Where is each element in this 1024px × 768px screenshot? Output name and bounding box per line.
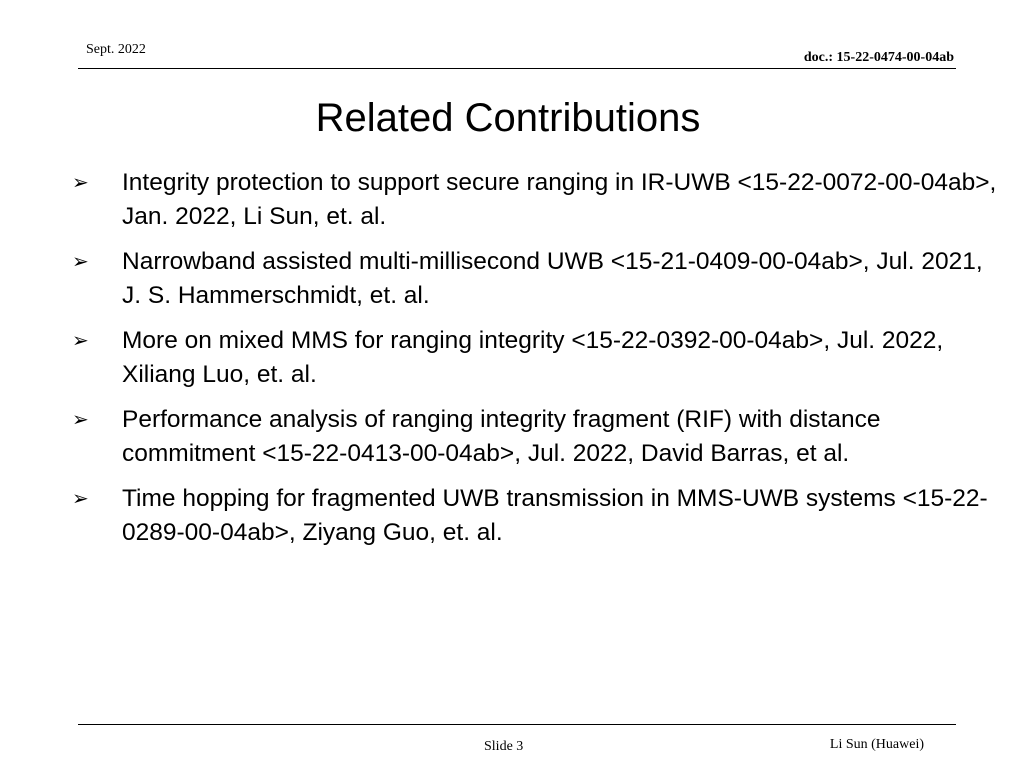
bullet-text: Performance analysis of ranging integrity fragment (RIF) with distance commitment <15-22-0413-00-04ab>, Jul. 2022, David Barras, et al.: [122, 406, 881, 467]
bullet-item: [72, 403, 1002, 471]
slide-title: Related Contributions: [315, 96, 701, 140]
bullet-text: Integrity protection to support secure ranging in IR-UWB <15-22-0072-00-04ab>, Jan. 2022, Li Sun, et. al.: [122, 169, 997, 230]
bullet-item: [72, 324, 1002, 392]
footer-divider: [78, 724, 956, 725]
header-divider: [78, 68, 956, 69]
bullet-text: Narrowband assisted multi-millisecond UWB <15-21-0409-00-04ab>, Jul. 2021, J. S. Hammerschmidt, et. al.: [122, 248, 983, 309]
arrow-bullet-icon: ➢: [72, 172, 89, 194]
bullet-item: [72, 166, 1002, 234]
arrow-bullet-icon: ➢: [72, 330, 89, 352]
header-date: Sept. 2022: [86, 42, 146, 57]
bullet-item: [72, 482, 1002, 550]
arrow-bullet-icon: ➢: [72, 488, 89, 510]
slide-number: Slide 3: [484, 739, 524, 754]
bullet-text: More on mixed MMS for ranging integrity <15-22-0392-00-04ab>, Jul. 2022, Xiliang Luo, et. al.: [122, 327, 944, 388]
bullet-item: [72, 245, 1002, 313]
arrow-bullet-icon: ➢: [72, 251, 89, 273]
header-doc-id: doc.: 15-22-0474-00-04ab: [803, 50, 954, 65]
bullet-text: Time hopping for fragmented UWB transmission in MMS-UWB systems <15-22-0289-00-04ab>, Ziyang Guo, et. al.: [122, 485, 988, 546]
footer-author: Li Sun (Huawei): [829, 737, 924, 752]
arrow-bullet-icon: ➢: [72, 409, 89, 431]
bullet-list: [72, 166, 1002, 561]
